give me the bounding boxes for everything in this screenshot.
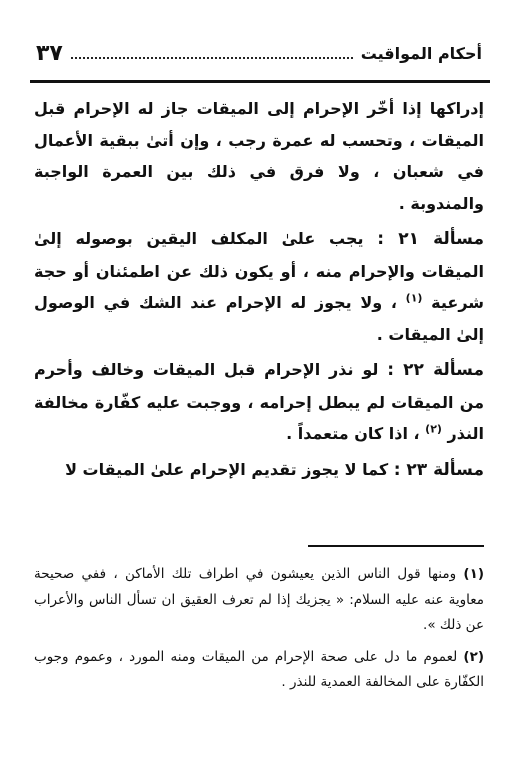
footnote-2 [34, 645, 484, 696]
footnote-2-text: لعموم ما دل على صحة الإحرام من الميقات ومنه المورد ، وعموم وجوب الكفّارة على المخالفة العمدية للنذر . [34, 648, 484, 690]
footnote-separator [308, 545, 484, 547]
masala-23-text: كما لا يجوز تقديم الإحرام علىٰ الميقات لا [65, 459, 394, 479]
page-number: ٣٧ [36, 40, 63, 66]
masala-23-label: مسألة ٢٣ : [393, 459, 484, 480]
footnote-2-number: (٢) [463, 648, 484, 665]
masala-22-text-b: ، اذا كان متعمداً . [286, 424, 426, 443]
footnote-1 [34, 562, 484, 639]
running-header [36, 38, 482, 68]
footnotes [34, 562, 484, 702]
footnote-1-number: (١) [463, 566, 484, 582]
footnote-ref-2[interactable]: (٢) [425, 422, 442, 436]
header-dotted-leader [71, 57, 353, 59]
masala-23 [34, 454, 484, 487]
masala-21 [34, 223, 484, 350]
main-text [34, 93, 484, 490]
masala-21-text-b: ، ولا يجوز له الإحرام عند الشك في الوصول إلىٰ الميقات . [34, 293, 484, 344]
masala-22 [34, 354, 484, 450]
footnote-ref-1[interactable]: (١) [405, 291, 423, 305]
header-title: أحكام المواقيت [360, 43, 482, 63]
paragraph-1: إدراكها إذا أخّر الإحرام إلى الميقات جاز له الإحرام قبل الميقات ، وتحسب له عمرة رجب ، وإن أتىٰ ببقية الأعمال في شعبان ، ولا فرق في ذلك بين العمرة الواجبة والمندوبة . [34, 99, 484, 213]
masala-22-label: مسألة ٢٢ : [387, 360, 484, 380]
footnote-1-text: ومنها قول الناس الذين يعيشون في اطراف تلك الأماكن ، ففي صحيحة معاوية عنه عليه السلام: « يجزيك إذا لم تعرف العقيق ان تسأل الناس والأعراب عن ذلك ». [34, 566, 484, 633]
masala-21-text-a: يجب علىٰ المكلف اليقين بوصوله إلىٰ الميقات والإحرام منه ، أو يكون ذلك عن اطمئنان أو حجة شرعية [34, 229, 485, 312]
masala-22-text-a: لو نذر الإحرام قبل الميقات وخالف وأحرم من الميقات لم يبطل إحرامه ، ووجبت عليه كفّارة مخالفة النذر [34, 360, 484, 443]
header-rule [30, 80, 490, 83]
masala-21-label: مسألة ٢١ : [377, 229, 484, 249]
